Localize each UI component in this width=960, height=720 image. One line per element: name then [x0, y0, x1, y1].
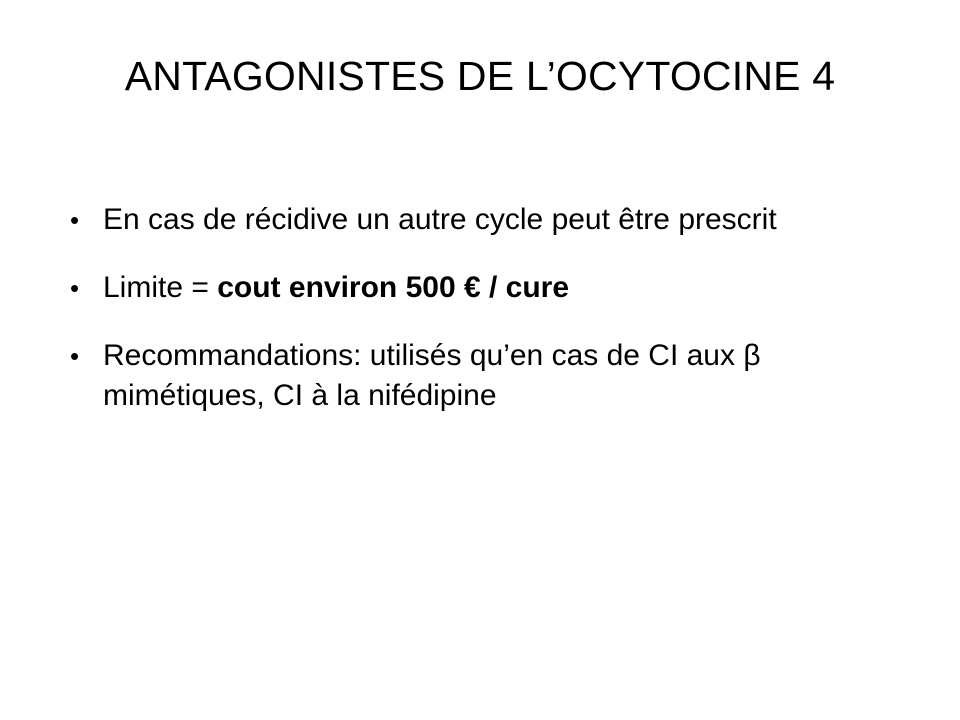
bullet-marker: •: [70, 273, 80, 303]
bullet-text-prefix: Limite =: [103, 271, 218, 304]
bullet-item-recidive: [70, 200, 920, 240]
bullet-marker: •: [70, 205, 80, 235]
bullet-item-limite: [70, 268, 920, 308]
bullet-text-bold: cout environ 500 € / cure: [217, 271, 570, 304]
bullet-marker: •: [70, 341, 80, 371]
bullet-item-recommandations: [70, 336, 920, 416]
slide-title: ANTAGONISTES DE L’OCYTOCINE 4: [124, 53, 836, 99]
bullet-list: [70, 200, 920, 444]
bullet-text: Recommandations: utilisés qu’en cas de CI aux β mimétiques, CI à la nifédipine: [103, 339, 761, 412]
bullet-text: En cas de récidive un autre cycle peut être prescrit: [103, 203, 777, 236]
